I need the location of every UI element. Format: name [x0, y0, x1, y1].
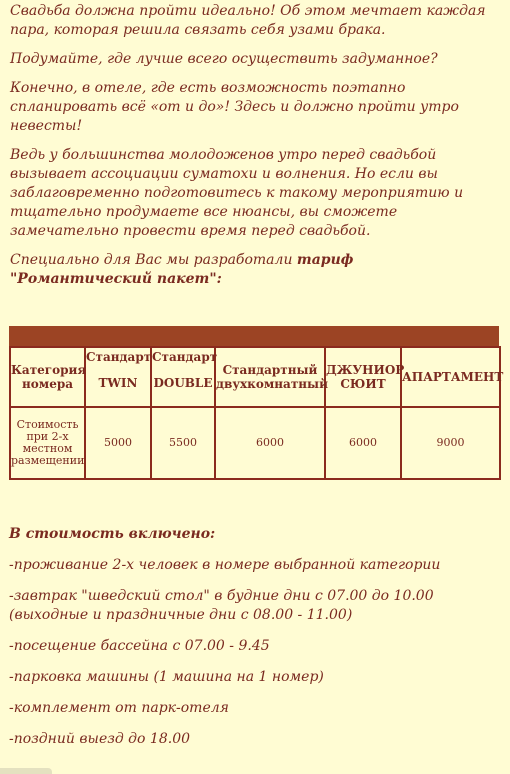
header-room-category: Категория номера	[10, 347, 85, 407]
tariff-intro-text: Специально для Вас мы разработали	[10, 252, 297, 268]
rates-table	[9, 346, 504, 480]
intro-paragraph-3: Конечно, в отеле, где есть возможность поэтапно спланировать всё «от и до»! Здесь и должно пройти утро невесты!	[10, 80, 459, 134]
price-cell-two-room: 6000	[215, 407, 325, 479]
intro-paragraph-2: Подумайте, где лучше всего осуществить задуманное?	[10, 51, 438, 67]
list-item: -посещение бассейна с 07.00 - 9.45	[9, 638, 270, 654]
included-section	[9, 525, 501, 761]
horizontal-scrollbar[interactable]	[0, 768, 52, 774]
included-title: В стоимость включено:	[9, 526, 216, 542]
tariff-name: тариф "Романтический пакет":	[10, 252, 354, 287]
table-header-band	[9, 326, 499, 346]
header-apartment: АПАРТАМЕНТ	[401, 347, 500, 407]
price-cell-apartment: 9000	[401, 407, 500, 479]
intro-paragraph-1: Свадьба должна пройти идеально! Об этом мечтает каждая пара, которая решила связать себя узами брака.	[10, 3, 486, 38]
header-standard-twin: Стандарт TWIN	[85, 347, 151, 407]
list-item: -поздний выезд до 18.00	[9, 731, 191, 747]
header-junior-suite: ДЖУНИОР СЮИТ	[325, 347, 401, 407]
rates-table-section	[9, 326, 504, 480]
list-item: -завтрак "шведский стол" в будние дни с 07.00 до 10.00 (выходные и праздничные дни с 08.00 - 11.00)	[9, 588, 434, 623]
row-label-cell: Стоимость при 2-х местном размещении	[10, 407, 85, 479]
intro-section	[10, 2, 500, 299]
list-item: -проживание 2-х человек в номере выбранной категории	[9, 557, 441, 573]
intro-paragraph-5	[10, 251, 500, 289]
price-cell-junior-suite: 6000	[325, 407, 401, 479]
table-header-row	[10, 347, 500, 407]
price-cell-twin: 5000	[85, 407, 151, 479]
table-row	[10, 407, 500, 479]
header-standard-two-room: Стандартный двухкомнатный	[215, 347, 325, 407]
list-item: -парковка машины (1 машина на 1 номер)	[9, 669, 324, 685]
price-cell-double: 5500	[151, 407, 215, 479]
intro-paragraph-4: Ведь у большинства молодоженов утро перед свадьбой вызывает ассоциации суматохи и волнения. Но если вы заблаговременно подготовитесь к такому мероприятию и тщательно продумаете все нюансы, вы сможете замечательно провести время перед свадьбой.	[10, 147, 464, 239]
header-standard-double: Стандарт DOUBLE	[151, 347, 215, 407]
list-item: -комплемент от парк-отеля	[9, 700, 229, 716]
